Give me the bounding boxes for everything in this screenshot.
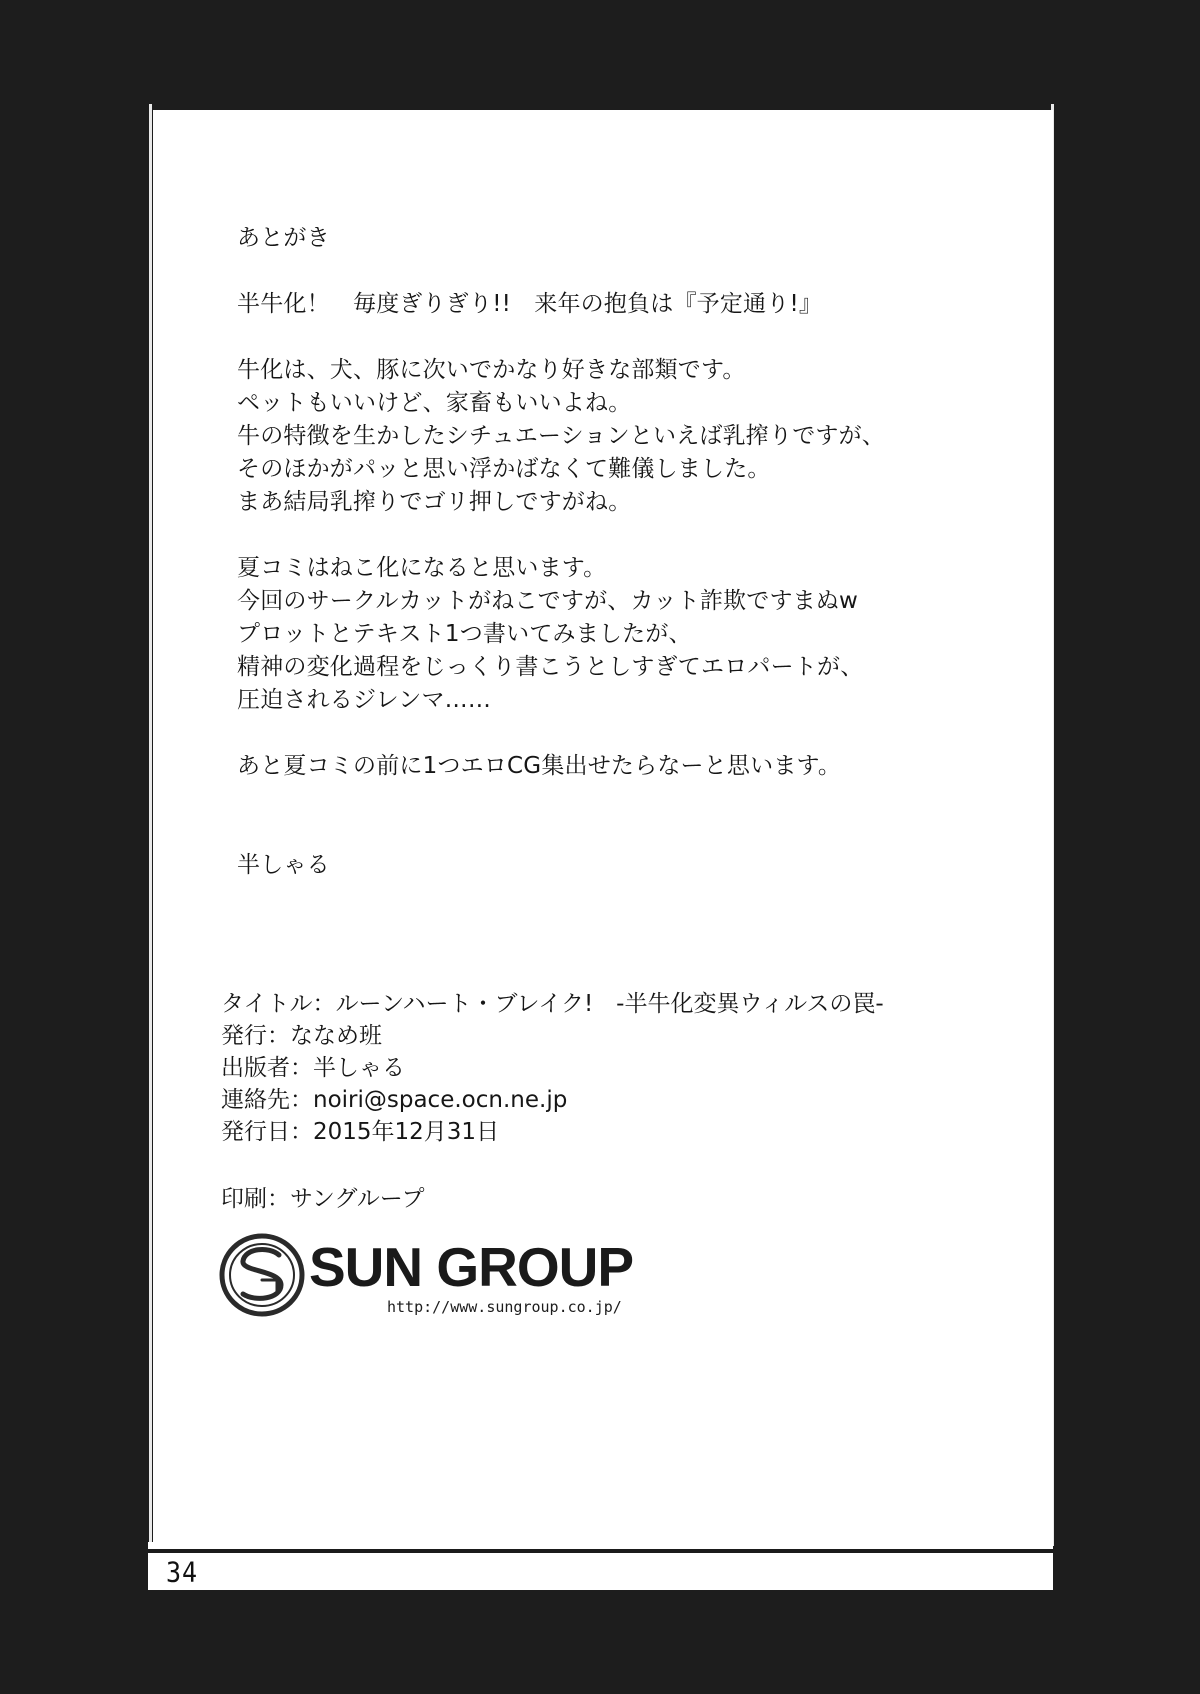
page-number: 34 <box>166 1556 199 1589</box>
sun-group-logo <box>219 1232 639 1332</box>
afterword-line-6: まあ結局乳搾りでゴリ押しですがね。 <box>237 489 632 515</box>
sun-group-wordmark: SUN GROUP <box>309 1236 634 1298</box>
colophon-author: 出版者：半しゃる <box>221 1055 405 1081</box>
afterword-heading: あとがき <box>237 225 330 251</box>
spacer <box>237 717 1017 750</box>
afterword-section <box>237 222 1017 882</box>
afterword-line-11: 圧迫されるジレンマ…… <box>237 687 492 713</box>
afterword-line-4: 牛の特徴を生かしたシチュエーションといえば乳搾りですが、 <box>237 423 885 449</box>
afterword-line-3: ペットもいいけど、家畜もいいよね。 <box>237 390 632 416</box>
colophon-publisher: 発行：ななめ班 <box>221 1023 382 1049</box>
colophon <box>221 988 1021 1148</box>
afterword-line-8: 今回のサークルカットがねこですが、カット詐欺ですまぬw <box>237 588 859 614</box>
afterword-line-2: 牛化は、犬、豚に次いでかなり好きな部類です。 <box>237 357 746 383</box>
spacer <box>237 321 1017 354</box>
afterword-line-12: あと夏コミの前に1つエロCG集出せたらなーと思います。 <box>237 753 842 779</box>
frame-line-left <box>149 104 152 1546</box>
spacer <box>237 783 1017 849</box>
afterword-line-1: 半牛化！ 毎度ぎりぎり!! 来年の抱負は『予定通り!』 <box>237 291 823 317</box>
afterword-line-7: 夏コミはねこ化になると思います。 <box>237 555 607 581</box>
spacer <box>237 255 1017 288</box>
colophon-date: 発行日：2015年12月31日 <box>221 1119 500 1145</box>
page-sheet <box>153 110 1053 1542</box>
colophon-printer: 印刷：サングループ <box>221 1186 425 1212</box>
footer-rule <box>148 1549 1053 1553</box>
afterword-signature: 半しゃる <box>237 852 330 878</box>
afterword-line-5: そのほかがパッと思い浮かばなくて難儀しました。 <box>237 456 771 482</box>
page-footer <box>148 1542 1053 1590</box>
spacer <box>237 519 1017 552</box>
afterword-line-9: プロットとテキスト1つ書いてみましたが、 <box>237 621 692 647</box>
afterword-line-10: 精神の変化過程をじっくり書こうとしすぎてエロパートが、 <box>237 654 864 680</box>
colophon-title: タイトル：ルーンハート・ブレイク! -半牛化変異ウィルスの罠- <box>221 991 884 1017</box>
sun-group-url: http://www.sungroup.co.jp/ <box>387 1298 622 1316</box>
sun-group-mark-icon <box>219 1232 305 1318</box>
colophon-contact: 連絡先：noiri@space.ocn.ne.jp <box>221 1087 568 1113</box>
